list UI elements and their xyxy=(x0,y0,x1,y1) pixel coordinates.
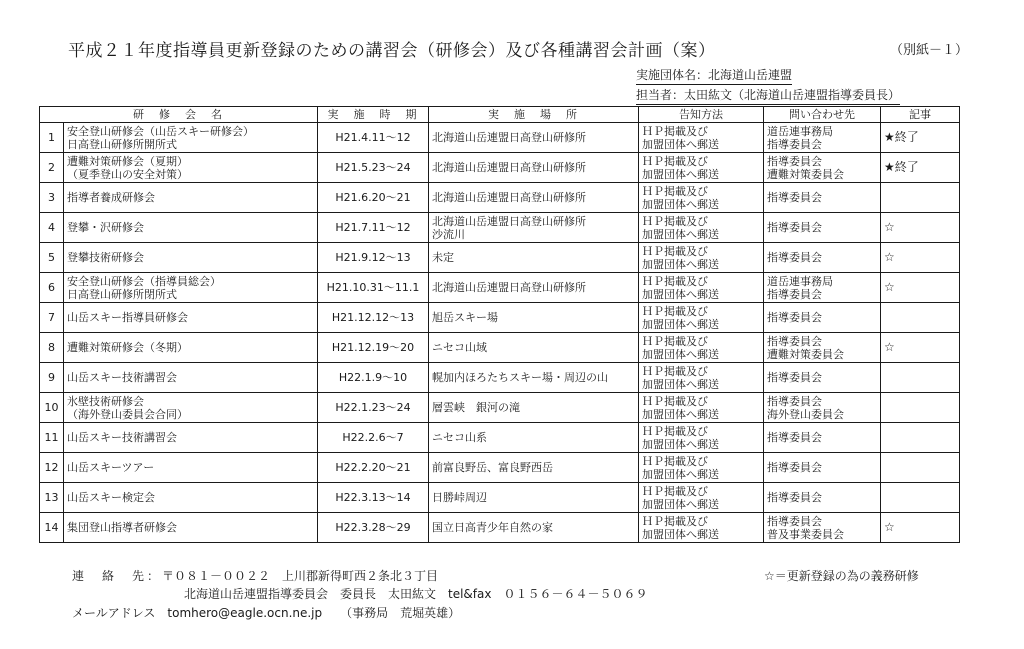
table-row xyxy=(40,273,960,303)
training-name-cell xyxy=(64,213,318,243)
name-line: 指導者養成研修会 xyxy=(67,191,155,204)
inquiry-cell xyxy=(764,123,881,153)
period-cell: H22.2.20～21 xyxy=(318,453,429,483)
note-cell: ☆ xyxy=(881,243,960,273)
header-note: 記事 xyxy=(881,107,960,123)
period-cell: H22.3.13～14 xyxy=(318,483,429,513)
inquiry-line: 指導委員会 xyxy=(767,137,822,151)
note-cell: ★終了 xyxy=(881,153,960,183)
period-cell: H21.7.11～12 xyxy=(318,213,429,243)
note-cell: ☆ xyxy=(881,213,960,243)
notice-cell xyxy=(639,363,764,393)
inquiry-line: 指導委員会 xyxy=(767,154,822,168)
table-row xyxy=(40,333,960,363)
inquiry-line: 普及事業委員会 xyxy=(767,527,844,541)
inquiry-cell xyxy=(764,303,881,333)
row-number: 14 xyxy=(40,513,64,543)
table-row xyxy=(40,213,960,243)
inquiry-cell xyxy=(764,483,881,513)
notice-line: 加盟団体へ郵送 xyxy=(642,437,719,451)
inquiry-cell xyxy=(764,243,881,273)
place-cell xyxy=(429,423,639,453)
notice-line: ＨＰ掲載及び xyxy=(642,184,708,198)
row-number: 3 xyxy=(40,183,64,213)
note-cell xyxy=(881,483,960,513)
place-cell xyxy=(429,303,639,333)
inquiry-line: 指導委員会 xyxy=(767,491,822,504)
training-plan-table xyxy=(39,106,960,543)
name-line: 登攀技術研修会 xyxy=(67,251,144,264)
inquiry-line: 指導委員会 xyxy=(767,191,822,204)
inquiry-line: 指導委員会 xyxy=(767,287,822,301)
place-line: ニセコ山系 xyxy=(432,431,487,444)
period-cell: H21.12.12～13 xyxy=(318,303,429,333)
notice-cell xyxy=(639,153,764,183)
training-name-cell xyxy=(64,483,318,513)
place-line: 沙流川 xyxy=(432,227,465,241)
period-cell: H21.12.19～20 xyxy=(318,333,429,363)
place-cell xyxy=(429,333,639,363)
inquiry-line: 指導委員会 xyxy=(767,371,822,384)
place-line: 日勝峠周辺 xyxy=(432,491,487,504)
place-line: 北海道山岳連盟日高登山研修所 xyxy=(432,131,586,144)
training-name-cell xyxy=(64,393,318,423)
organizer-line: 実施団体名：北海道山岳連盟 xyxy=(636,66,792,85)
note-cell xyxy=(881,423,960,453)
period-cell: H22.1.9～10 xyxy=(318,363,429,393)
row-number: 5 xyxy=(40,243,64,273)
note-cell: ☆ xyxy=(881,333,960,363)
training-name-cell xyxy=(64,303,318,333)
table-header-row xyxy=(40,107,960,123)
period-cell: H21.5.23～24 xyxy=(318,153,429,183)
table-row xyxy=(40,123,960,153)
notice-line: 加盟団体へ郵送 xyxy=(642,467,719,481)
note-cell xyxy=(881,393,960,423)
name-line: 安全登山研修会（指導員総会） xyxy=(67,274,221,288)
period-cell: H22.1.23～24 xyxy=(318,393,429,423)
inquiry-cell xyxy=(764,213,881,243)
notice-line: ＨＰ掲載及び xyxy=(642,244,708,258)
training-name-cell xyxy=(64,363,318,393)
inquiry-cell xyxy=(764,363,881,393)
name-line: 日高登山研修所閉所式 xyxy=(67,287,177,301)
row-number: 12 xyxy=(40,453,64,483)
table-row xyxy=(40,483,960,513)
place-line: 北海道山岳連盟日高登山研修所 xyxy=(432,191,586,204)
notice-line: 加盟団体へ郵送 xyxy=(642,527,719,541)
notice-line: ＨＰ掲載及び xyxy=(642,124,708,138)
table-row xyxy=(40,513,960,543)
inquiry-line: 指導委員会 xyxy=(767,334,822,348)
notice-cell xyxy=(639,393,764,423)
place-line: 国立日高青少年自然の家 xyxy=(432,521,553,534)
header-place: 実 施 場 所 xyxy=(429,107,639,123)
training-name-cell xyxy=(64,243,318,273)
notice-cell xyxy=(639,513,764,543)
name-line: （夏季登山の安全対策） xyxy=(67,167,188,181)
notice-line: 加盟団体へ郵送 xyxy=(642,287,719,301)
period-cell: H22.2.6～7 xyxy=(318,423,429,453)
notice-line: 加盟団体へ郵送 xyxy=(642,497,719,511)
table-row xyxy=(40,393,960,423)
place-cell xyxy=(429,483,639,513)
place-line: 未定 xyxy=(432,251,454,264)
notice-cell xyxy=(639,423,764,453)
row-number: 10 xyxy=(40,393,64,423)
notice-line: ＨＰ掲載及び xyxy=(642,274,708,288)
notice-line: ＨＰ掲載及び xyxy=(642,154,708,168)
legend-note: ☆＝更新登録の為の義務研修 xyxy=(764,569,919,583)
table-row xyxy=(40,423,960,453)
note-cell: ☆ xyxy=(881,513,960,543)
notice-cell xyxy=(639,183,764,213)
name-line: 集団登山指導者研修会 xyxy=(67,521,177,534)
inquiry-line: 指導委員会 xyxy=(767,251,822,264)
inquiry-cell xyxy=(764,423,881,453)
table-row xyxy=(40,153,960,183)
inquiry-line: 遭難対策委員会 xyxy=(767,347,844,361)
note-cell xyxy=(881,303,960,333)
footer-address xyxy=(72,567,438,584)
notice-line: 加盟団体へ郵送 xyxy=(642,347,719,361)
notice-cell xyxy=(639,303,764,333)
notice-line: ＨＰ掲載及び xyxy=(642,484,708,498)
name-line: （海外登山委員会合同） xyxy=(67,407,188,421)
row-number: 11 xyxy=(40,423,64,453)
notice-line: ＨＰ掲載及び xyxy=(642,424,708,438)
header-inquiry: 問い合わせ先 xyxy=(764,107,881,123)
name-line: 安全登山研修会（山岳スキー研修会） xyxy=(67,124,254,138)
name-line: 山岳スキー指導員研修会 xyxy=(67,311,188,324)
address-text: 〒０８１－００２２ 上川郡新得町西２条北３丁目 xyxy=(162,569,439,583)
notice-line: ＨＰ掲載及び xyxy=(642,304,708,318)
inquiry-cell xyxy=(764,183,881,213)
table-row xyxy=(40,453,960,483)
note-cell xyxy=(881,183,960,213)
notice-line: 加盟団体へ郵送 xyxy=(642,377,719,391)
inquiry-cell xyxy=(764,393,881,423)
notice-line: 加盟団体へ郵送 xyxy=(642,257,719,271)
period-cell: H21.4.11～12 xyxy=(318,123,429,153)
table-body xyxy=(40,123,960,543)
notice-line: 加盟団体へ郵送 xyxy=(642,317,719,331)
name-line: 山岳スキー検定会 xyxy=(67,491,155,504)
notice-line: ＨＰ掲載及び xyxy=(642,514,708,528)
notice-line: 加盟団体へ郵送 xyxy=(642,407,719,421)
note-cell: ★終了 xyxy=(881,123,960,153)
training-name-cell xyxy=(64,183,318,213)
notice-cell xyxy=(639,243,764,273)
place-line: 旭岳スキー場 xyxy=(432,311,498,324)
inquiry-line: 海外登山委員会 xyxy=(767,407,844,421)
row-number: 9 xyxy=(40,363,64,393)
inquiry-cell xyxy=(764,273,881,303)
notice-line: ＨＰ掲載及び xyxy=(642,214,708,228)
inquiry-line: 道岳連事務局 xyxy=(767,124,833,138)
inquiry-cell xyxy=(764,453,881,483)
place-line: ニセコ山域 xyxy=(432,341,487,354)
notice-line: 加盟団体へ郵送 xyxy=(642,197,719,211)
period-cell: H21.9.12～13 xyxy=(318,243,429,273)
table-row xyxy=(40,303,960,333)
name-line: 遭難対策研修会（冬期） xyxy=(67,341,188,354)
notice-line: ＨＰ掲載及び xyxy=(642,454,708,468)
note-cell: ☆ xyxy=(881,273,960,303)
inquiry-cell xyxy=(764,153,881,183)
inquiry-cell xyxy=(764,333,881,363)
place-cell xyxy=(429,363,639,393)
inquiry-line: 指導委員会 xyxy=(767,431,822,444)
notice-cell xyxy=(639,453,764,483)
place-cell xyxy=(429,153,639,183)
place-cell xyxy=(429,183,639,213)
footer-contact-org: 北海道山岳連盟指導委員会 委員長 太田紘文 tel&fax ０１５６－６４－５０６９ xyxy=(184,587,648,601)
inquiry-line: 指導委員会 xyxy=(767,311,822,324)
row-number: 8 xyxy=(40,333,64,363)
row-number: 1 xyxy=(40,123,64,153)
row-number: 4 xyxy=(40,213,64,243)
place-line: 幌加内ほろたちスキー場・周辺の山 xyxy=(432,371,608,384)
inquiry-line: 指導委員会 xyxy=(767,221,822,234)
place-line: 北海道山岳連盟日高登山研修所 xyxy=(432,214,586,228)
notice-cell xyxy=(639,213,764,243)
place-line: 北海道山岳連盟日高登山研修所 xyxy=(432,161,586,174)
training-name-cell xyxy=(64,123,318,153)
notice-cell xyxy=(639,123,764,153)
note-cell xyxy=(881,363,960,393)
training-name-cell xyxy=(64,423,318,453)
name-line: 遭難対策研修会（夏期） xyxy=(67,154,188,168)
row-number: 6 xyxy=(40,273,64,303)
notice-line: 加盟団体へ郵送 xyxy=(642,227,719,241)
notice-line: 加盟団体へ郵送 xyxy=(642,167,719,181)
period-cell: H22.3.28～29 xyxy=(318,513,429,543)
notice-cell xyxy=(639,333,764,363)
place-cell xyxy=(429,213,639,243)
name-line: 山岳スキーツアー xyxy=(67,461,155,474)
place-cell xyxy=(429,243,639,273)
place-line: 北海道山岳連盟日高登山研修所 xyxy=(432,281,586,294)
row-number: 7 xyxy=(40,303,64,333)
period-cell: H21.6.20～21 xyxy=(318,183,429,213)
notice-cell xyxy=(639,273,764,303)
place-cell xyxy=(429,453,639,483)
inquiry-line: 指導委員会 xyxy=(767,461,822,474)
document-title: 平成２１年度指導員更新登録のための講習会（研修会）及び各種講習会計画（案） xyxy=(68,41,716,61)
training-name-cell xyxy=(64,273,318,303)
table-row xyxy=(40,363,960,393)
place-cell xyxy=(429,393,639,423)
table-row xyxy=(40,243,960,273)
notice-line: ＨＰ掲載及び xyxy=(642,364,708,378)
place-cell xyxy=(429,123,639,153)
training-name-cell xyxy=(64,153,318,183)
header-period: 実 施 時 期 xyxy=(318,107,429,123)
name-line: 山岳スキー技術講習会 xyxy=(67,371,177,384)
notice-cell xyxy=(639,483,764,513)
place-line: 前富良野岳、富良野西岳 xyxy=(432,461,553,474)
training-name-cell xyxy=(64,513,318,543)
place-cell xyxy=(429,513,639,543)
name-line: 山岳スキー技術講習会 xyxy=(67,431,177,444)
name-line: 氷壁技術研修会 xyxy=(67,394,144,408)
inquiry-line: 指導委員会 xyxy=(767,394,822,408)
inquiry-line: 遭難対策委員会 xyxy=(767,167,844,181)
training-name-cell xyxy=(64,333,318,363)
footer-email: メールアドレス tomhero@eagle.ocn.ne.jp （事務局 荒堀英雄） xyxy=(72,606,461,620)
name-line: 登攀・沢研修会 xyxy=(67,221,144,234)
row-number: 2 xyxy=(40,153,64,183)
header-notice-method: 告知方法 xyxy=(639,107,764,123)
name-line: 日高登山研修所開所式 xyxy=(67,137,177,151)
period-cell: H21.10.31～11.1 xyxy=(318,273,429,303)
inquiry-cell xyxy=(764,513,881,543)
annex-label: （別紙－１） xyxy=(890,43,969,58)
training-name-cell xyxy=(64,453,318,483)
inquiry-line: 道岳連事務局 xyxy=(767,274,833,288)
note-cell xyxy=(881,453,960,483)
contact-person-line: 担当者：太田紘文（北海道山岳連盟指導委員長） xyxy=(636,86,900,105)
table-row xyxy=(40,183,960,213)
place-cell xyxy=(429,273,639,303)
notice-line: 加盟団体へ郵送 xyxy=(642,137,719,151)
notice-line: ＨＰ掲載及び xyxy=(642,334,708,348)
inquiry-line: 指導委員会 xyxy=(767,514,822,528)
notice-line: ＨＰ掲載及び xyxy=(642,394,708,408)
row-number: 13 xyxy=(40,483,64,513)
place-line: 層雲峡 銀河の滝 xyxy=(432,401,520,414)
contact-label: 連 絡 先： xyxy=(72,569,163,583)
header-training-name: 研 修 会 名 xyxy=(40,107,318,123)
